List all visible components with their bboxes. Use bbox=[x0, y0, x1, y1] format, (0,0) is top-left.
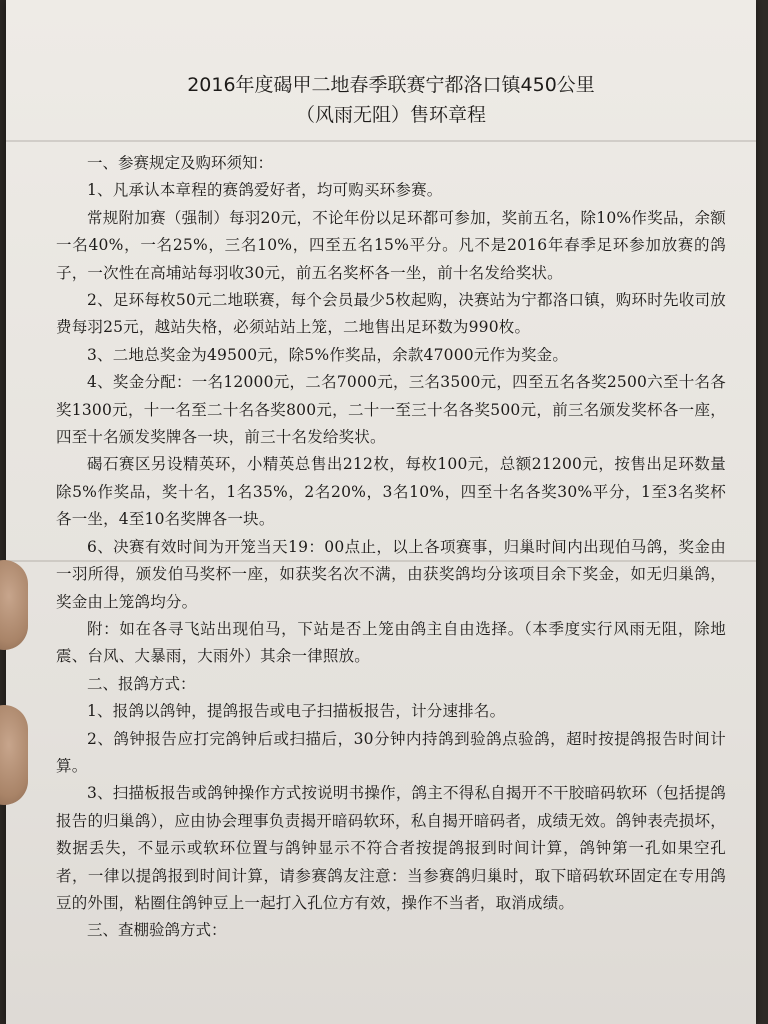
section-heading: 一、参赛规定及购环须知： bbox=[87, 154, 274, 172]
section-reporting bbox=[56, 671, 726, 918]
document-content bbox=[56, 70, 726, 945]
document-page bbox=[6, 0, 756, 1024]
section-inspection bbox=[56, 917, 726, 944]
paragraph: 3、二地总奖金为49500元，除5%作奖品，余款47000元作为奖金。 bbox=[87, 345, 569, 364]
paragraph: 6、决赛有效时间为开笼当天19：00点止，以上各项赛事，归巢时间内出现伯马鸽，奖金由一羽所得，颁发伯马奖杯一座，如获奖名次不满，由获奖鸽均分该项目余下奖金，如无归巢鸽，奖金由上笼鸽均分。 bbox=[56, 537, 726, 611]
paragraph: 碣石赛区另设精英环，小精英总售出212枚，每枚100元，总额21200元，按售出足环数量除5%作奖品，奖十名，1名35%，2名20%，3名10%，四至十名各奖30%平分，1至3名奖杯各一坐，4至10名奖牌各一块。 bbox=[56, 455, 726, 529]
paragraph: 附：如在各寻飞站出现伯马，下站是否上笼由鸽主自由选择。（本季度实行风雨无阻，除地震、台风、大暴雨，大雨外）其余一律照放。 bbox=[56, 619, 726, 666]
paragraph: 1、报鸽以鸽钟，提鸽报告或电子扫描板报告，计分速排名。 bbox=[87, 702, 506, 721]
paragraph: 2、鸽钟报告应打完鸽钟后或扫描后，30分钟内持鸽到验鸽点验鸽，超时按提鸽报告时间计算。 bbox=[56, 729, 726, 775]
paragraph: 常规附加赛（强制）每羽20元，不论年份以足环都可参加，奖前五名，除10%作奖品，余额一名40%，一名25%，三名10%，四至五名15%平分。凡不是2016年春季足环参加放赛的鸽子，一次性在高埔站每羽收30元，前五名奖杯各一坐，前十名发给奖状。 bbox=[56, 208, 726, 282]
section-rules bbox=[56, 150, 726, 671]
paragraph: 3、扫描板报告或鸽钟操作方式按说明书操作，鸽主不得私自揭开不干胶暗码软环（包括提鸽报告的归巢鸽），应由协会理事负责揭开暗码软环，私自揭开暗码者，成绩无效。鸽钟表壳损坏，数据丢失，不显示或软环位置与鸽钟显示不符合者按提鸽报到时间计算，鸽钟第一孔如果空孔者，一律以提鸽报到时间计算，请参赛鸽友注意：当参赛鸽归巢时，取下暗码软环固定在专用鸽豆的外围，粘圈住鸽钟豆上一起打入孔位方有效，操作不当者，取消成绩。 bbox=[56, 784, 726, 912]
paragraph: 1、凡承认本章程的赛鸽爱好者，均可购买环参赛。 bbox=[87, 181, 443, 200]
paragraph: 2、足环每枚50元二地联赛，每个会员最少5枚起购，决赛站为宁都洛口镇，购环时先收司放费每羽25元，越站失格，必须站站上笼，二地售出足环数为990枚。 bbox=[56, 291, 726, 337]
document-title: 2016年度碣甲二地春季联赛宁都洛口镇450公里 bbox=[187, 74, 595, 96]
finger bbox=[0, 560, 28, 650]
section-heading: 三、查棚验鸽方式： bbox=[87, 921, 227, 940]
section-heading: 二、报鸽方式： bbox=[87, 674, 196, 693]
finger bbox=[0, 705, 28, 805]
document-subtitle: （风雨无阻）售环章程 bbox=[295, 104, 486, 126]
paragraph: 4、奖金分配：一名12000元，二名7000元，三名3500元，四至五名各奖2500六至十名各奖1300元，十一名至二十名各奖800元，二十一至三十名各奖500元，前三名颁发奖杯各一座，四至十名颁发奖牌各一块，前三十名发给奖状。 bbox=[56, 373, 726, 447]
